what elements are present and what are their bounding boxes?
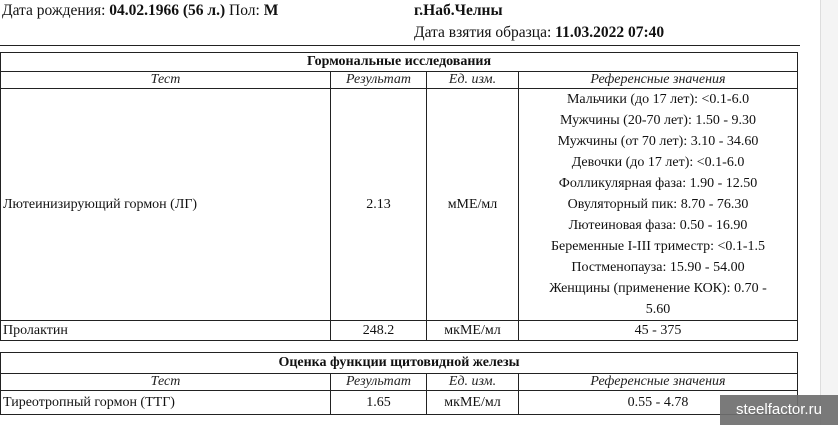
test-name: Тиреотропный гормон (ТТГ) bbox=[1, 391, 331, 415]
table-row bbox=[1, 391, 798, 415]
test-result: 1.65 bbox=[331, 391, 427, 415]
test-unit: мкМЕ/мл bbox=[427, 391, 519, 415]
reference-line: Мужчины (от 70 лет): 3.10 - 34.60 bbox=[557, 134, 759, 149]
page-edge-strip bbox=[820, 0, 838, 425]
reference-line: Фолликулярная фаза: 1.90 - 12.50 bbox=[558, 176, 758, 191]
reference-line: 5.60 bbox=[645, 302, 671, 317]
reference-line: Мужчины (20-70 лет): 1.50 - 9.30 bbox=[559, 113, 757, 128]
reference-line: Беременные I-III триместр: <0.1-1.5 bbox=[550, 239, 766, 254]
sample-label: Дата взятия образца: bbox=[414, 24, 552, 41]
test-unit: мМЕ/мл bbox=[427, 89, 519, 321]
col-result: Результат bbox=[331, 374, 427, 391]
reference-line: Постменопауза: 15.90 - 54.00 bbox=[571, 260, 745, 275]
reference-values: 0.55 - 4.78 bbox=[519, 391, 798, 415]
col-test: Тест bbox=[1, 374, 331, 391]
header-divider bbox=[0, 45, 800, 46]
test-result: 248.2 bbox=[331, 321, 427, 341]
city: г.Наб.Челны bbox=[414, 2, 503, 19]
reference-values bbox=[519, 89, 798, 321]
test-unit: мкМЕ/мл bbox=[427, 321, 519, 341]
column-header-row bbox=[1, 374, 798, 391]
col-reference: Референсные значения bbox=[519, 72, 798, 89]
section-title: Гормональные исследования bbox=[1, 53, 798, 72]
reference-values: 45 - 375 bbox=[519, 321, 798, 341]
table-row bbox=[1, 89, 798, 321]
col-test: Тест bbox=[1, 72, 331, 89]
col-unit: Ед. изм. bbox=[427, 374, 519, 391]
reference-line: Мальчики (до 17 лет): <0.1-6.0 bbox=[566, 92, 750, 107]
section-title: Оценка функции щитовидной железы bbox=[1, 353, 798, 374]
reference-line: Девочки (до 17 лет): <0.1-6.0 bbox=[571, 155, 745, 170]
col-reference: Референсные значения bbox=[519, 374, 798, 391]
birth-value: 04.02.1966 (56 л.) bbox=[109, 2, 226, 19]
test-name: Лютеинизирующий гормон (ЛГ) bbox=[1, 89, 331, 321]
reference-line: Лютеиновая фаза: 0.50 - 16.90 bbox=[568, 218, 748, 233]
sex-value: М bbox=[263, 2, 279, 19]
sex-label: Пол: bbox=[229, 2, 260, 19]
column-header-row bbox=[1, 72, 798, 89]
hormone-results-table bbox=[0, 52, 798, 341]
reference-line: Женщины (применение КОК): 0.70 - bbox=[549, 281, 767, 296]
site-watermark: steelfactor.ru bbox=[720, 395, 838, 425]
thyroid-results-table bbox=[0, 352, 798, 415]
table-row bbox=[1, 321, 798, 341]
col-unit: Ед. изм. bbox=[427, 72, 519, 89]
test-name: Пролактин bbox=[1, 321, 331, 341]
sample-value: 11.03.2022 07:40 bbox=[555, 24, 665, 41]
reference-line: Овуляторный пик: 8.70 - 76.30 bbox=[567, 197, 749, 212]
patient-birth-line bbox=[2, 2, 278, 20]
col-result: Результат bbox=[331, 72, 427, 89]
test-result: 2.13 bbox=[331, 89, 427, 321]
birth-label: Дата рождения: bbox=[2, 2, 106, 19]
sample-date-line bbox=[414, 24, 664, 42]
